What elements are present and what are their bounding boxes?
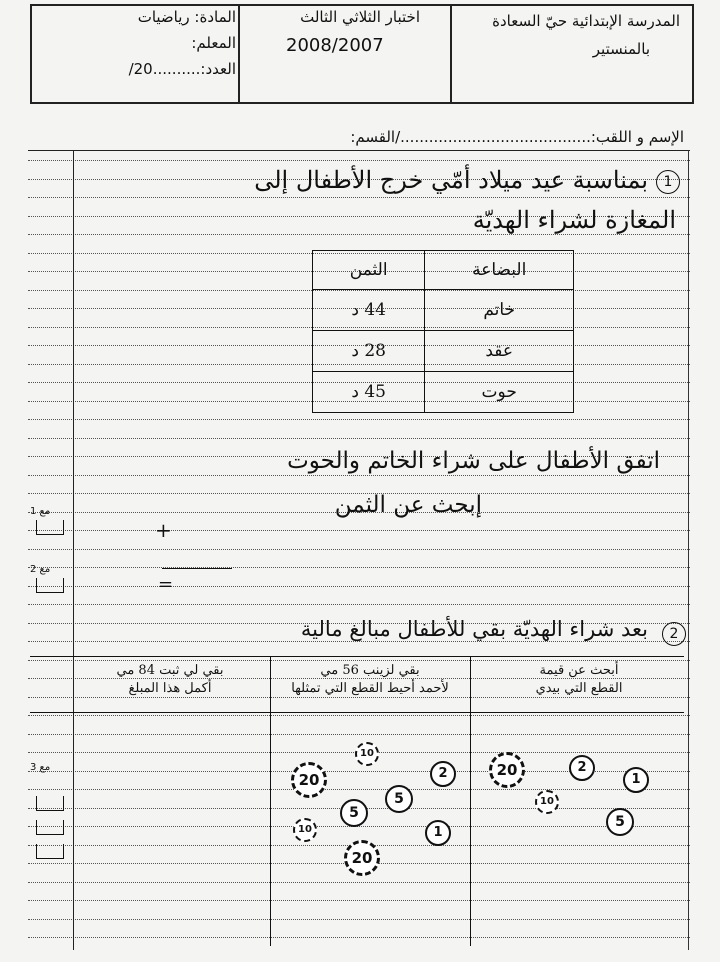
table-cell-price: 44 د: [313, 290, 425, 331]
table-header-item: البضاعة: [425, 251, 574, 290]
col-right-header-line2: القطع التي بيدي: [535, 681, 623, 696]
table-row: [313, 331, 574, 372]
coin-1: 1: [425, 820, 451, 846]
table-cell-price: 45 د: [313, 372, 425, 413]
col-right-header: [474, 662, 684, 698]
coin-20: 20: [344, 840, 380, 876]
table-cell-item: عقد: [425, 331, 574, 372]
ruled-line: [28, 567, 690, 568]
table-header-price: الثمن: [313, 251, 425, 290]
instruction-2: إبحث عن الثمن: [334, 492, 482, 518]
ruled-top-border: [28, 150, 690, 151]
right-border-line: [688, 150, 689, 950]
ruled-line: [28, 197, 690, 198]
table-row: [313, 372, 574, 413]
ruled-line: [28, 604, 690, 605]
ruled-line: [28, 530, 690, 531]
question-2-line1: بعد شراء الهديّة بقي للأطفال مبالغ مالية: [300, 617, 648, 641]
sum-line: [162, 568, 232, 569]
table-cell-item: خاتم: [425, 290, 574, 331]
col-mid-header-line1: بقي لزينب 56 مي: [320, 663, 420, 678]
ruled-line: [28, 549, 690, 550]
col-left-header: [74, 662, 266, 698]
question-1-line2: المغازة لشراء الهديّة: [472, 206, 676, 234]
teacher-label: المعلم:: [191, 34, 236, 52]
col-right-header-line1: أبحث عن قيمة: [539, 663, 619, 678]
subject-label: المادة: رياضيات: [137, 8, 236, 26]
coin-5: 5: [606, 808, 634, 836]
table-cell-price: 28 د: [313, 331, 425, 372]
coin-20: 20: [489, 752, 525, 788]
price-table: [312, 250, 574, 413]
exam-year: 2008/2007: [286, 35, 384, 56]
ruled-line: [28, 475, 690, 476]
grade-box-1[interactable]: [36, 520, 64, 535]
ruled-line: [28, 419, 690, 420]
question-2-number: 2: [662, 622, 686, 646]
coin-2: 2: [569, 755, 595, 781]
table-cell-item: حوت: [425, 372, 574, 413]
exam-title: اختبار الثلاثي الثالث: [300, 8, 420, 26]
question-1-number: 1: [656, 170, 680, 194]
ruled-line: [28, 586, 690, 587]
ruled-line: [28, 160, 690, 161]
coin-5: 5: [340, 799, 368, 827]
grade-label-3: مع 3: [30, 762, 51, 773]
exercise-col-sep-2: [470, 656, 471, 946]
coin-10: 10: [535, 790, 559, 814]
ruled-line: [28, 641, 690, 642]
col-left-header-line1: بقي لي ثبت 84 مي: [116, 663, 224, 678]
grade-label-2: مع 2: [30, 564, 51, 575]
coin-2: 2: [430, 761, 456, 787]
equals-sign: =: [158, 574, 174, 595]
col-left-header-line2: أكمل هذا المبلغ: [128, 681, 212, 696]
grade-label-1: مع 1: [30, 506, 51, 517]
question-1-line1: بمناسبة عيد ميلاد أمّي خرج الأطفال إلى: [254, 166, 648, 194]
coin-10: 10: [293, 818, 317, 842]
plus-sign: +: [155, 518, 172, 542]
school-name: المدرسة الإبتدائية حيّ السعادة: [492, 12, 680, 30]
table-row: [313, 290, 574, 331]
score-label: العدد:..........20/: [128, 60, 236, 78]
coin-1: 1: [623, 767, 649, 793]
ruled-line: [28, 234, 690, 235]
grade-box-2[interactable]: [36, 578, 64, 593]
instruction-1: اتفق الأطفال على شراء الخاتم والحوت: [287, 448, 660, 474]
col-mid-header: [274, 662, 466, 698]
coin-10: 10: [355, 742, 379, 766]
exercise-col-sep-1: [270, 656, 271, 946]
coin-20: 20: [291, 762, 327, 798]
coin-5: 5: [385, 785, 413, 813]
col-mid-header-line2: لأحمد أحيط القطع التي تمثلها: [291, 681, 449, 696]
name-class-line[interactable]: الإسم و اللقب:......................................../القسم:: [350, 128, 684, 146]
exercise-header-rule: [30, 712, 684, 713]
school-city: بالمنستير: [592, 40, 650, 58]
ruled-line: [28, 438, 690, 439]
